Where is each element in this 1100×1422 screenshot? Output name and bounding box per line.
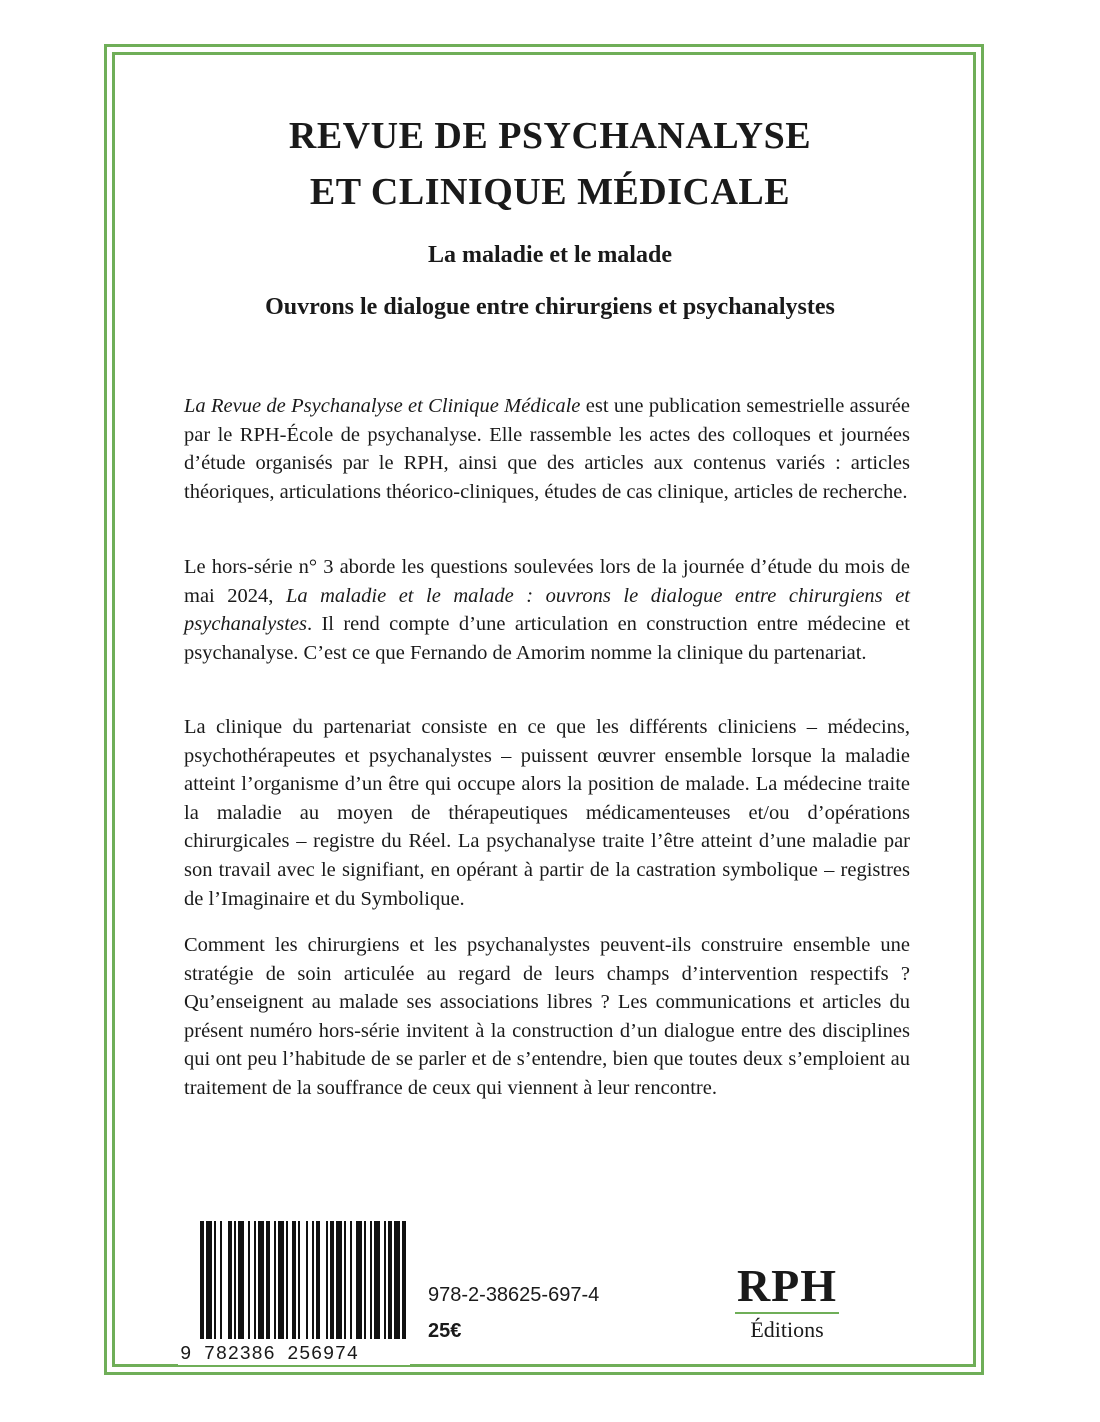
publisher-logo-rule (735, 1312, 839, 1314)
paragraph-questions (184, 931, 910, 1103)
event-title: La maladie et le malade : ouvrons le dialogue entre chirurgiens et psychanalystes (184, 584, 910, 636)
journal-name: La Revue de Psychanalyse et Clinique Médicale (184, 395, 581, 417)
title-line-1: REVUE DE PSYCHANALYSE (288, 115, 812, 157)
paragraph-intro (184, 392, 910, 506)
paragraph-issue (184, 553, 910, 667)
paragraph-issue-end: . Il rend compte d’une articulation en construction entre médecine et psychanalyse. C’est ce que Fernando de Amorim nomme la clinique du partenariat. (184, 613, 910, 664)
paragraph-partnership-text: La clinique du partenariat consiste en ce que les différents cliniciens – médecins, psychothérapeutes et psychanalystes – puissent œuvrer ensemble lorsque la maladie atteint l’organisme d’un être qui occupe alors la position de malade. La médecine traite la maladie au moyen de thérapeutiques médicamenteuses et/ou d’opérations chirurgicales – registre du Réel. La psychanalyse traite l’être atteint d’une maladie par son travail avec le signifiant, en opérant à partir de la castration symbolique – registres de l’Imaginaire et du Symbolique. (184, 716, 910, 910)
paragraph-intro-text: est une publication semestrielle assurée par le RPH-École de psychanalyse. Elle rassemble les actes des colloques et journées d’étude organisés par le RPH, ainsi que des articles aux contenus variés : articles théoriques, articulations théorico-cliniques, études de cas clinique, articles de recherche. (184, 395, 910, 503)
subtitle-theme: La maladie et le malade (428, 242, 672, 268)
publisher-logo-main: RPH (736, 1260, 838, 1311)
price: 25€ (428, 1320, 462, 1342)
paragraph-questions-text: Comment les chirurgiens et les psychanalystes peuvent-ils construire ensemble une stratégie de soin articulée au regard de leurs champs d’intervention respectifs ? Qu’enseignent au malade ses associations libres ? Les communications et articles du présent numéro hors-série invitent à la construction d’un dialogue entre des disciplines qui ont peu l’habitude de se parler et de s’entendre, bien que toutes deux s’emploient au traitement de la souffrance de ceux qui viennent à leur rencontre. (184, 934, 910, 1099)
paragraph-partnership (184, 713, 910, 913)
paragraph-issue-start: Le hors-série n° 3 aborde les questions soulevées lors de la journée d’étude du mois de mai 2024, (184, 556, 910, 607)
publisher-logo (732, 1262, 842, 1342)
publisher-logo-sub: Éditions (750, 1317, 824, 1342)
isbn-number: 978-2-38625-697-4 (428, 1284, 600, 1306)
barcode-digits: 9 782386 256974 (180, 1343, 359, 1365)
subtitle-tagline: Ouvrons le dialogue entre chirurgiens et psychanalystes (265, 294, 835, 320)
title-line-2: ET CLINIQUE MÉDICALE (309, 171, 791, 213)
